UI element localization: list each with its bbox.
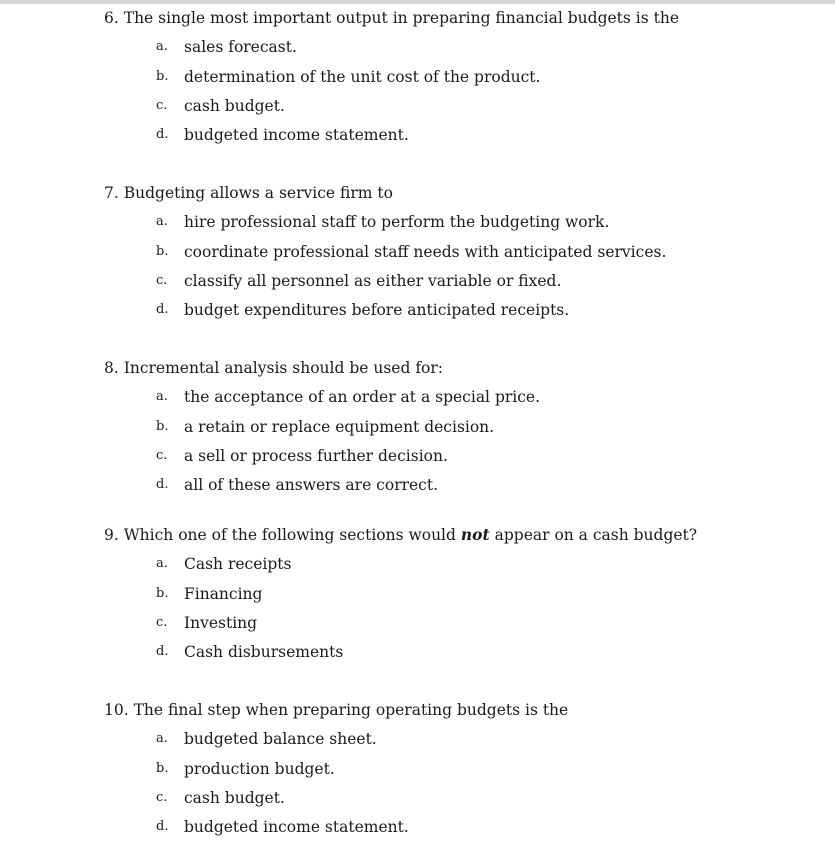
choice-a[interactable] <box>104 212 804 232</box>
choice-letter: a. <box>156 389 168 405</box>
choice-text: production budget. <box>184 759 335 778</box>
emphasis-not: not <box>460 525 490 544</box>
choice-letter: b. <box>156 760 169 776</box>
choice-b[interactable] <box>104 417 804 437</box>
question-stem <box>104 358 804 378</box>
choice-letter: b. <box>156 68 169 84</box>
choice-text: budgeted income statement. <box>184 126 409 145</box>
choice-letter: a. <box>156 731 168 747</box>
choice-a[interactable] <box>104 554 804 574</box>
choice-c[interactable] <box>104 446 804 466</box>
question-number: 8. <box>104 359 119 377</box>
choice-b[interactable] <box>104 242 804 262</box>
choice-letter: d. <box>156 477 169 493</box>
choice-letter: b. <box>156 585 169 601</box>
choice-c[interactable] <box>104 613 804 633</box>
choice-text: budget expenditures before anticipated receipts. <box>184 301 570 320</box>
question-stem <box>104 525 804 545</box>
choice-text: the acceptance of an order at a special price. <box>184 388 541 407</box>
choice-c[interactable] <box>104 788 804 808</box>
choice-letter: c. <box>156 97 168 113</box>
choice-c[interactable] <box>104 271 804 291</box>
top-divider <box>0 0 835 4</box>
question-number: 10. <box>104 701 129 719</box>
question-text: Budgeting allows a service firm to <box>123 184 393 202</box>
question-text: Incremental analysis should be used for: <box>123 359 444 377</box>
choice-letter: a. <box>156 556 168 572</box>
choice-text: determination of the unit cost of the product. <box>184 67 541 86</box>
choice-text: cash budget. <box>184 96 285 115</box>
choice-letter: a. <box>156 39 168 55</box>
question-stem <box>104 8 804 28</box>
choice-a[interactable] <box>104 37 804 57</box>
choice-letter: b. <box>156 418 169 434</box>
choice-letter: d. <box>156 644 169 660</box>
choice-letter: a. <box>156 214 168 230</box>
question-text: Which one of the following sections would <box>123 526 456 544</box>
choice-text: Cash receipts <box>184 555 292 574</box>
choice-d[interactable] <box>104 642 804 662</box>
choice-text: classify all personnel as either variable or fixed. <box>184 271 562 290</box>
question-text: The single most important output in preparing financial budgets is the <box>123 9 679 27</box>
choice-letter: d. <box>156 819 169 835</box>
choice-letter: b. <box>156 243 169 259</box>
question-number: 6. <box>104 9 119 27</box>
choice-letter: c. <box>156 789 168 805</box>
choice-c[interactable] <box>104 96 804 116</box>
choice-d[interactable] <box>104 475 804 495</box>
choice-text: budgeted income statement. <box>184 818 409 837</box>
choice-text: a retain or replace equipment decision. <box>184 417 495 436</box>
choice-text: Cash disbursements <box>184 643 344 662</box>
question-6 <box>104 8 804 145</box>
choice-text: Financing <box>184 584 263 603</box>
choice-text: hire professional staff to perform the budgeting work. <box>184 213 610 232</box>
choice-b[interactable] <box>104 584 804 604</box>
choice-text: a sell or process further decision. <box>184 446 448 465</box>
choice-a[interactable] <box>104 729 804 749</box>
question-8 <box>104 358 804 495</box>
question-text: The final step when preparing operating budgets is the <box>133 701 569 719</box>
question-text-end: appear on a cash budget? <box>494 526 698 544</box>
choice-text: sales forecast. <box>184 38 297 57</box>
choice-letter: d. <box>156 302 169 318</box>
question-stem <box>104 183 804 203</box>
choice-letter: c. <box>156 447 168 463</box>
choice-text: coordinate professional staff needs with anticipated services. <box>184 242 667 261</box>
choice-text: cash budget. <box>184 788 285 807</box>
choice-letter: d. <box>156 127 169 143</box>
question-number: 7. <box>104 184 119 202</box>
choice-letter: c. <box>156 614 168 630</box>
choice-d[interactable] <box>104 125 804 145</box>
choice-b[interactable] <box>104 759 804 779</box>
choice-b[interactable] <box>104 67 804 87</box>
question-9 <box>104 525 804 662</box>
choice-a[interactable] <box>104 387 804 407</box>
question-10 <box>104 700 804 837</box>
choice-letter: c. <box>156 272 168 288</box>
choice-d[interactable] <box>104 300 804 320</box>
question-number: 9. <box>104 526 119 544</box>
choice-text: budgeted balance sheet. <box>184 730 377 749</box>
choice-text: all of these answers are correct. <box>184 476 439 495</box>
question-stem <box>104 700 804 720</box>
question-7 <box>104 183 804 320</box>
choice-d[interactable] <box>104 817 804 837</box>
choice-text: Investing <box>184 613 258 632</box>
